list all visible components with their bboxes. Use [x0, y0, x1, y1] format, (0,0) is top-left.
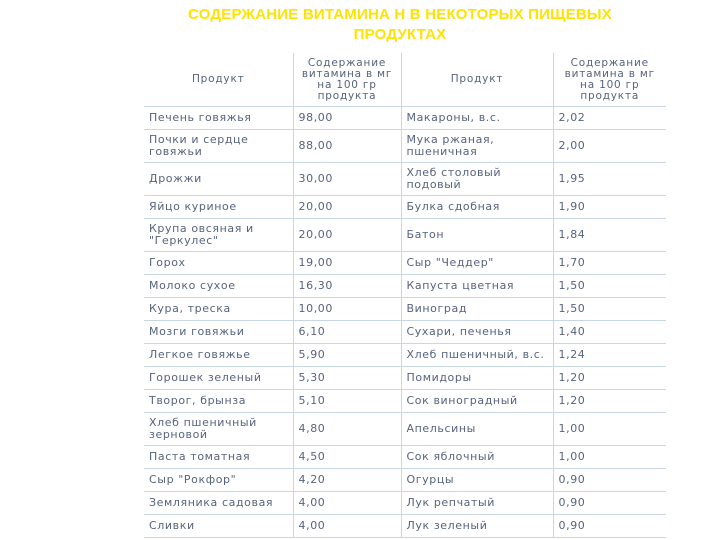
cell-product-left: Сливки [144, 515, 293, 538]
page-title: СОДЕРЖАНИЕ ВИТАМИНА Н В НЕКОТОРЫХ ПИЩЕВЫХ ПРОДУКТАХ [188, 6, 612, 43]
cell-product-right: Хлеб столовый подовый [401, 163, 553, 196]
cell-product-right: Помидоры [401, 367, 553, 390]
cell-amount-left: 10,00 [293, 298, 401, 321]
table-row [144, 413, 666, 446]
cell-product-left: Крупа овсяная и "Геркулес" [144, 219, 293, 252]
cell-product-right: Мука ржаная, пшеничная [401, 130, 553, 163]
cell-amount-left: 19,00 [293, 252, 401, 275]
cell-amount-right: 0,90 [553, 492, 666, 515]
cell-amount-right: 1,00 [553, 413, 666, 446]
header-product-1: Продукт [144, 53, 293, 107]
cell-amount-right: 1,20 [553, 367, 666, 390]
header-row [144, 53, 666, 107]
cell-amount-left: 98,00 [293, 107, 401, 130]
cell-product-right: Апельсины [401, 413, 553, 446]
cell-amount-left: 4,00 [293, 492, 401, 515]
cell-product-right: Батон [401, 219, 553, 252]
table-row [144, 515, 666, 538]
table-row [144, 130, 666, 163]
table-body [144, 107, 666, 538]
cell-amount-right: 1,24 [553, 344, 666, 367]
cell-amount-right: 2,00 [553, 130, 666, 163]
cell-product-left: Хлеб пшеничный зерновой [144, 413, 293, 446]
cell-product-left: Паста томатная [144, 446, 293, 469]
cell-amount-left: 4,80 [293, 413, 401, 446]
cell-product-right: Лук репчатый [401, 492, 553, 515]
cell-product-left: Кура, треска [144, 298, 293, 321]
cell-amount-left: 88,00 [293, 130, 401, 163]
cell-product-right: Булка сдобная [401, 196, 553, 219]
cell-product-left: Горох [144, 252, 293, 275]
table-row [144, 321, 666, 344]
cell-amount-right: 1,90 [553, 196, 666, 219]
cell-product-right: Сок яблочный [401, 446, 553, 469]
cell-amount-right: 1,40 [553, 321, 666, 344]
table-header [144, 53, 666, 107]
cell-product-left: Яйцо куриное [144, 196, 293, 219]
table-row [144, 107, 666, 130]
cell-amount-left: 4,00 [293, 515, 401, 538]
cell-amount-left: 4,20 [293, 469, 401, 492]
cell-amount-left: 5,90 [293, 344, 401, 367]
cell-amount-right: 1,70 [553, 252, 666, 275]
table-row [144, 196, 666, 219]
cell-product-right: Сок виноградный [401, 390, 553, 413]
table-row [144, 163, 666, 196]
table-row [144, 469, 666, 492]
cell-amount-right: 1,20 [553, 390, 666, 413]
cell-product-right: Капуста цветная [401, 275, 553, 298]
table-row [144, 367, 666, 390]
cell-amount-right: 0,90 [553, 515, 666, 538]
table-row [144, 344, 666, 367]
header-product-2: Продукт [401, 53, 553, 107]
table-row [144, 252, 666, 275]
cell-product-right: Виноград [401, 298, 553, 321]
cell-product-left: Дрожжи [144, 163, 293, 196]
cell-product-right: Макароны, в.с. [401, 107, 553, 130]
cell-product-right: Сухари, печенья [401, 321, 553, 344]
cell-product-left: Мозги говяжьи [144, 321, 293, 344]
cell-amount-right: 1,50 [553, 275, 666, 298]
cell-product-left: Молоко сухое [144, 275, 293, 298]
vitamin-table [144, 53, 666, 538]
cell-amount-right: 2,02 [553, 107, 666, 130]
cell-amount-right: 1,50 [553, 298, 666, 321]
cell-product-right: Сыр "Чеддер" [401, 252, 553, 275]
cell-product-left: Легкое говяжье [144, 344, 293, 367]
cell-amount-right: 1,84 [553, 219, 666, 252]
cell-amount-right: 1,00 [553, 446, 666, 469]
cell-product-right: Лук зеленый [401, 515, 553, 538]
cell-product-left: Сыр "Рокфор" [144, 469, 293, 492]
cell-amount-left: 5,10 [293, 390, 401, 413]
cell-amount-left: 5,30 [293, 367, 401, 390]
cell-amount-right: 1,95 [553, 163, 666, 196]
table-row [144, 219, 666, 252]
cell-product-right: Хлеб пшеничный, в.с. [401, 344, 553, 367]
cell-product-left: Земляника садовая [144, 492, 293, 515]
cell-amount-left: 20,00 [293, 219, 401, 252]
cell-amount-left: 20,00 [293, 196, 401, 219]
table-row [144, 390, 666, 413]
cell-amount-left: 4,50 [293, 446, 401, 469]
cell-product-left: Почки и сердце говяжьи [144, 130, 293, 163]
cell-amount-left: 16,30 [293, 275, 401, 298]
cell-product-left: Печень говяжья [144, 107, 293, 130]
cell-amount-left: 6,10 [293, 321, 401, 344]
cell-amount-right: 0,90 [553, 469, 666, 492]
cell-amount-left: 30,00 [293, 163, 401, 196]
table-row [144, 492, 666, 515]
table-row [144, 275, 666, 298]
cell-product-left: Горошек зеленый [144, 367, 293, 390]
table-row [144, 446, 666, 469]
cell-product-left: Творог, брынза [144, 390, 293, 413]
header-content-1: Содержание витамина в мг на 100 гр продукта [293, 53, 401, 107]
table-row [144, 298, 666, 321]
header-content-2: Содержание витамина в мг на 100 гр продукта [553, 53, 666, 107]
cell-product-right: Огурцы [401, 469, 553, 492]
